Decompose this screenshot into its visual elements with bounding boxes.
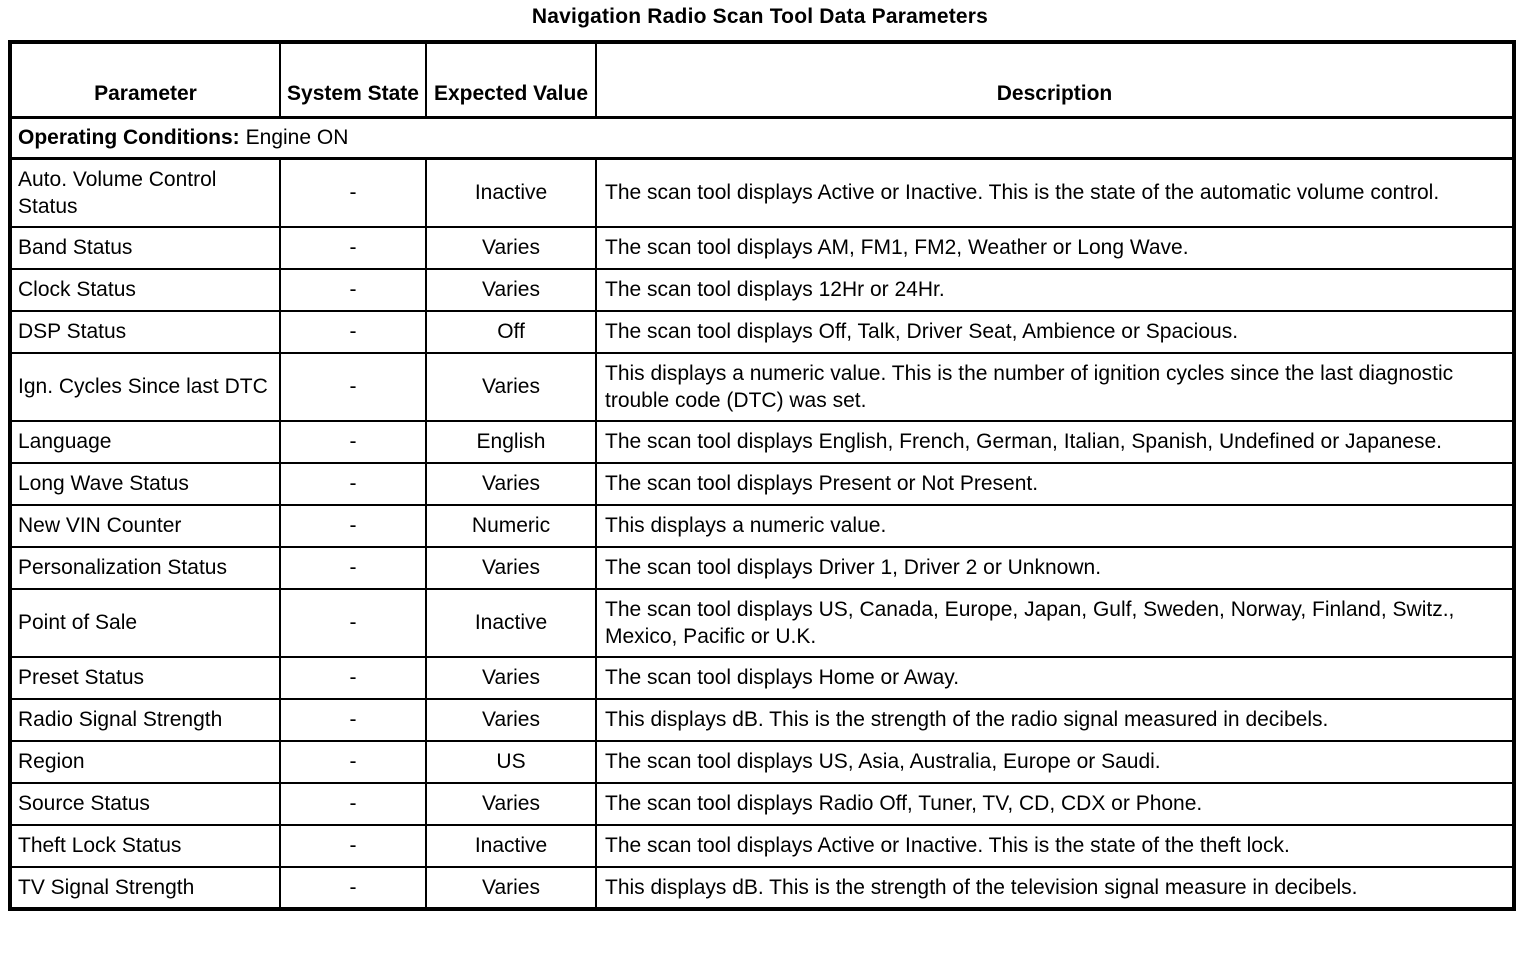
table-row [10,421,1514,463]
parameter-cell: Point of Sale [10,589,280,657]
page-title: Navigation Radio Scan Tool Data Parameters [531,5,989,28]
description-cell: This displays a numeric value. [596,505,1514,547]
parameter-cell: Clock Status [10,269,280,311]
system-state-cell: - [280,505,426,547]
expected-value-cell: Inactive [426,589,596,657]
expected-value-cell: Numeric [426,505,596,547]
expected-value-cell: Varies [426,463,596,505]
description-cell: The scan tool displays AM, FM1, FM2, Weather or Long Wave. [596,227,1514,269]
column-header-description: Description [596,42,1514,117]
parameter-cell: DSP Status [10,311,280,353]
system-state-cell: - [280,657,426,699]
column-header-system-state: System State [280,42,426,117]
description-cell: The scan tool displays Radio Off, Tuner, TV, CD, CDX or Phone. [596,783,1514,825]
description-cell: The scan tool displays US, Canada, Europe, Japan, Gulf, Sweden, Norway, Finland, Switz., Mexico, Pacific or U.K. [596,589,1514,657]
system-state-cell: - [280,421,426,463]
parameter-cell: Personalization Status [10,547,280,589]
table-row [10,699,1514,741]
system-state-cell: - [280,825,426,867]
description-cell: The scan tool displays English, French, German, Italian, Spanish, Undefined or Japanese. [596,421,1514,463]
operating-conditions-cell [10,117,1514,158]
column-header-parameter: Parameter [10,42,280,117]
expected-value-cell: Inactive [426,825,596,867]
expected-value-cell: English [426,421,596,463]
parameter-cell: Radio Signal Strength [10,699,280,741]
system-state-cell: - [280,547,426,589]
table-row [10,867,1514,909]
description-cell: The scan tool displays Active or Inactive. This is the state of the automatic volume control. [596,158,1514,227]
parameter-cell: New VIN Counter [10,505,280,547]
system-state-cell: - [280,158,426,227]
description-cell: The scan tool displays Home or Away. [596,657,1514,699]
system-state-cell: - [280,269,426,311]
table-row [10,311,1514,353]
scan-tool-data-table [8,40,1516,911]
parameter-cell: Preset Status [10,657,280,699]
expected-value-cell: US [426,741,596,783]
description-cell: The scan tool displays US, Asia, Australia, Europe or Saudi. [596,741,1514,783]
expected-value-cell: Off [426,311,596,353]
operating-conditions-label: Operating Conditions: [18,126,240,149]
parameter-cell: Band Status [10,227,280,269]
table-row [10,158,1514,227]
description-cell: The scan tool displays Off, Talk, Driver Seat, Ambience or Spacious. [596,311,1514,353]
description-cell: The scan tool displays Present or Not Present. [596,463,1514,505]
column-header-expected-value: Expected Value [426,42,596,117]
table-row [10,505,1514,547]
description-cell: This displays dB. This is the strength of the radio signal measured in decibels. [596,699,1514,741]
expected-value-cell: Varies [426,867,596,909]
expected-value-cell: Varies [426,783,596,825]
table-row [10,463,1514,505]
table-body [10,158,1514,909]
system-state-cell: - [280,353,426,421]
table-row [10,657,1514,699]
description-cell: The scan tool displays Active or Inactive. This is the state of the theft lock. [596,825,1514,867]
expected-value-cell: Varies [426,699,596,741]
header-row [10,42,1514,117]
system-state-cell: - [280,867,426,909]
table-row [10,269,1514,311]
system-state-cell: - [280,589,426,657]
expected-value-cell: Inactive [426,158,596,227]
parameter-cell: Language [10,421,280,463]
operating-conditions-row [10,117,1514,158]
description-cell: The scan tool displays 12Hr or 24Hr. [596,269,1514,311]
description-cell: This displays dB. This is the strength of the television signal measure in decibels. [596,867,1514,909]
table-header [10,42,1514,117]
parameter-cell: Source Status [10,783,280,825]
operating-conditions-value: Engine ON [245,126,349,149]
parameter-cell: Theft Lock Status [10,825,280,867]
system-state-cell: - [280,699,426,741]
expected-value-cell: Varies [426,657,596,699]
system-state-cell: - [280,227,426,269]
expected-value-cell: Varies [426,353,596,421]
parameter-cell: Long Wave Status [10,463,280,505]
parameter-cell: TV Signal Strength [10,867,280,909]
parameter-cell: Region [10,741,280,783]
table-row [10,227,1514,269]
parameter-cell: Ign. Cycles Since last DTC [10,353,280,421]
table-row [10,547,1514,589]
description-cell: The scan tool displays Driver 1, Driver 2 or Unknown. [596,547,1514,589]
expected-value-cell: Varies [426,227,596,269]
table-row [10,589,1514,657]
table-row [10,353,1514,421]
system-state-cell: - [280,783,426,825]
table-row [10,783,1514,825]
parameter-cell: Auto. Volume Control Status [10,158,280,227]
description-cell: This displays a numeric value. This is the number of ignition cycles since the last diagnostic trouble code (DTC) was set. [596,353,1514,421]
table-row [10,741,1514,783]
system-state-cell: - [280,463,426,505]
system-state-cell: - [280,741,426,783]
expected-value-cell: Varies [426,547,596,589]
table-row [10,825,1514,867]
system-state-cell: - [280,311,426,353]
expected-value-cell: Varies [426,269,596,311]
